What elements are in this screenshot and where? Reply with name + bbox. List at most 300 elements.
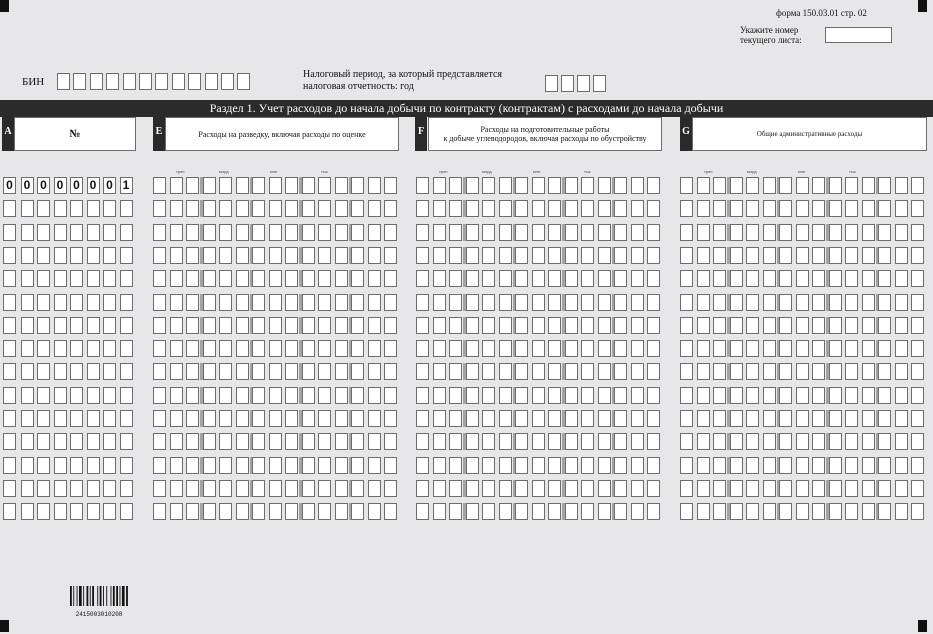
- amount-digit-box-f[interactable]: [515, 363, 528, 380]
- amount-digit-box-f[interactable]: [647, 433, 660, 450]
- amount-digit-box-e[interactable]: [302, 340, 315, 357]
- amount-digit-box-f[interactable]: [548, 457, 561, 474]
- amount-digit-box-e[interactable]: [203, 363, 216, 380]
- row-number-digit-box[interactable]: [54, 480, 67, 497]
- amount-digit-box-e[interactable]: [219, 480, 232, 497]
- amount-digit-box-e[interactable]: [236, 387, 249, 404]
- amount-digit-box-g[interactable]: [779, 363, 792, 380]
- amount-digit-box-g[interactable]: [845, 247, 858, 264]
- amount-digit-box-g[interactable]: [862, 340, 875, 357]
- row-number-digit-box[interactable]: [103, 247, 116, 264]
- amount-digit-box-g[interactable]: [845, 270, 858, 287]
- amount-digit-box-e[interactable]: [252, 457, 265, 474]
- amount-digit-box-f[interactable]: [499, 294, 512, 311]
- amount-digit-box-g[interactable]: [878, 480, 891, 497]
- amount-digit-box-g[interactable]: [746, 363, 759, 380]
- amount-digit-box-g[interactable]: [796, 177, 809, 194]
- amount-digit-box-f[interactable]: [598, 224, 611, 241]
- amount-digit-box-e[interactable]: [318, 503, 331, 520]
- amount-digit-box-e[interactable]: [236, 177, 249, 194]
- amount-digit-box-g[interactable]: [812, 247, 825, 264]
- tax-year-digit-box[interactable]: [561, 75, 574, 92]
- amount-digit-box-g[interactable]: [680, 480, 693, 497]
- amount-digit-box-f[interactable]: [482, 387, 495, 404]
- amount-digit-box-g[interactable]: [779, 177, 792, 194]
- amount-digit-box-g[interactable]: [812, 270, 825, 287]
- amount-digit-box-g[interactable]: [911, 457, 924, 474]
- amount-digit-box-g[interactable]: [730, 247, 743, 264]
- amount-digit-box-g[interactable]: [697, 503, 710, 520]
- amount-digit-box-f[interactable]: [482, 317, 495, 334]
- amount-digit-box-f[interactable]: [416, 200, 429, 217]
- amount-digit-box-f[interactable]: [433, 363, 446, 380]
- amount-digit-box-f[interactable]: [449, 433, 462, 450]
- amount-digit-box-e[interactable]: [236, 224, 249, 241]
- amount-digit-box-g[interactable]: [829, 503, 842, 520]
- amount-digit-box-f[interactable]: [565, 480, 578, 497]
- amount-digit-box-e[interactable]: [335, 503, 348, 520]
- amount-digit-box-g[interactable]: [697, 224, 710, 241]
- amount-digit-box-e[interactable]: [203, 200, 216, 217]
- amount-digit-box-g[interactable]: [730, 224, 743, 241]
- bin-digit-box[interactable]: [221, 73, 234, 90]
- amount-digit-box-f[interactable]: [581, 177, 594, 194]
- amount-digit-box-g[interactable]: [878, 387, 891, 404]
- row-number-digit-box[interactable]: [120, 270, 133, 287]
- amount-digit-box-e[interactable]: [153, 294, 166, 311]
- amount-digit-box-g[interactable]: [862, 270, 875, 287]
- row-number-digit-box[interactable]: [103, 503, 116, 520]
- amount-digit-box-f[interactable]: [581, 457, 594, 474]
- amount-digit-box-g[interactable]: [763, 247, 776, 264]
- amount-digit-box-g[interactable]: [911, 363, 924, 380]
- amount-digit-box-e[interactable]: [269, 200, 282, 217]
- tax-year-digit-box[interactable]: [545, 75, 558, 92]
- amount-digit-box-e[interactable]: [236, 433, 249, 450]
- amount-digit-box-f[interactable]: [416, 270, 429, 287]
- row-number-digit-box[interactable]: [70, 457, 83, 474]
- amount-digit-box-e[interactable]: [351, 340, 364, 357]
- bin-digit-box[interactable]: [237, 73, 250, 90]
- amount-digit-box-f[interactable]: [482, 480, 495, 497]
- amount-digit-box-g[interactable]: [845, 457, 858, 474]
- amount-digit-box-g[interactable]: [779, 503, 792, 520]
- amount-digit-box-f[interactable]: [449, 270, 462, 287]
- row-number-digit-box[interactable]: [87, 457, 100, 474]
- amount-digit-box-g[interactable]: [779, 200, 792, 217]
- amount-digit-box-e[interactable]: [351, 177, 364, 194]
- amount-digit-box-f[interactable]: [581, 480, 594, 497]
- amount-digit-box-f[interactable]: [581, 503, 594, 520]
- row-number-digit-box[interactable]: [21, 433, 34, 450]
- amount-digit-box-e[interactable]: [351, 363, 364, 380]
- amount-digit-box-f[interactable]: [466, 457, 479, 474]
- amount-digit-box-e[interactable]: [153, 247, 166, 264]
- amount-digit-box-f[interactable]: [515, 294, 528, 311]
- amount-digit-box-f[interactable]: [416, 457, 429, 474]
- row-number-digit-box[interactable]: [3, 224, 16, 241]
- amount-digit-box-g[interactable]: [895, 433, 908, 450]
- amount-digit-box-f[interactable]: [565, 340, 578, 357]
- amount-digit-box-g[interactable]: [713, 177, 726, 194]
- amount-digit-box-f[interactable]: [631, 503, 644, 520]
- amount-digit-box-g[interactable]: [829, 270, 842, 287]
- amount-digit-box-g[interactable]: [796, 317, 809, 334]
- amount-digit-box-g[interactable]: [763, 224, 776, 241]
- amount-digit-box-e[interactable]: [384, 387, 397, 404]
- amount-digit-box-g[interactable]: [878, 224, 891, 241]
- amount-digit-box-e[interactable]: [219, 340, 232, 357]
- amount-digit-box-f[interactable]: [631, 294, 644, 311]
- amount-digit-box-e[interactable]: [252, 363, 265, 380]
- amount-digit-box-f[interactable]: [466, 177, 479, 194]
- amount-digit-box-e[interactable]: [170, 363, 183, 380]
- amount-digit-box-g[interactable]: [697, 480, 710, 497]
- row-number-digit-box[interactable]: [103, 387, 116, 404]
- amount-digit-box-f[interactable]: [581, 247, 594, 264]
- amount-digit-box-f[interactable]: [466, 503, 479, 520]
- row-number-digit-box[interactable]: [21, 224, 34, 241]
- amount-digit-box-e[interactable]: [384, 200, 397, 217]
- amount-digit-box-f[interactable]: [614, 247, 627, 264]
- amount-digit-box-e[interactable]: [368, 480, 381, 497]
- amount-digit-box-e[interactable]: [219, 503, 232, 520]
- amount-digit-box-g[interactable]: [911, 410, 924, 427]
- amount-digit-box-g[interactable]: [895, 503, 908, 520]
- bin-digit-box[interactable]: [139, 73, 152, 90]
- amount-digit-box-e[interactable]: [368, 340, 381, 357]
- bin-digit-box[interactable]: [57, 73, 70, 90]
- row-number-digit-box[interactable]: [87, 480, 100, 497]
- amount-digit-box-f[interactable]: [515, 317, 528, 334]
- amount-digit-box-e[interactable]: [351, 410, 364, 427]
- row-number-digit-box[interactable]: [3, 503, 16, 520]
- amount-digit-box-g[interactable]: [697, 457, 710, 474]
- amount-digit-box-g[interactable]: [697, 387, 710, 404]
- amount-digit-box-f[interactable]: [449, 317, 462, 334]
- amount-digit-box-f[interactable]: [499, 363, 512, 380]
- amount-digit-box-f[interactable]: [449, 480, 462, 497]
- amount-digit-box-g[interactable]: [680, 177, 693, 194]
- amount-digit-box-g[interactable]: [878, 294, 891, 311]
- amount-digit-box-e[interactable]: [302, 270, 315, 287]
- amount-digit-box-g[interactable]: [895, 317, 908, 334]
- row-number-digit-box[interactable]: [103, 200, 116, 217]
- amount-digit-box-g[interactable]: [829, 457, 842, 474]
- amount-digit-box-g[interactable]: [779, 433, 792, 450]
- amount-digit-box-e[interactable]: [153, 270, 166, 287]
- amount-digit-box-f[interactable]: [548, 363, 561, 380]
- row-number-digit-box[interactable]: [120, 387, 133, 404]
- amount-digit-box-g[interactable]: [845, 317, 858, 334]
- amount-digit-box-f[interactable]: [499, 433, 512, 450]
- amount-digit-box-g[interactable]: [746, 200, 759, 217]
- amount-digit-box-f[interactable]: [581, 294, 594, 311]
- amount-digit-box-e[interactable]: [351, 457, 364, 474]
- amount-digit-box-g[interactable]: [845, 363, 858, 380]
- amount-digit-box-e[interactable]: [219, 387, 232, 404]
- amount-digit-box-e[interactable]: [186, 457, 199, 474]
- amount-digit-box-f[interactable]: [614, 177, 627, 194]
- amount-digit-box-f[interactable]: [614, 270, 627, 287]
- amount-digit-box-e[interactable]: [269, 387, 282, 404]
- row-number-digit-box[interactable]: [103, 340, 116, 357]
- amount-digit-box-e[interactable]: [335, 340, 348, 357]
- amount-digit-box-e[interactable]: [269, 177, 282, 194]
- amount-digit-box-f[interactable]: [565, 247, 578, 264]
- amount-digit-box-f[interactable]: [565, 433, 578, 450]
- amount-digit-box-f[interactable]: [581, 433, 594, 450]
- amount-digit-box-g[interactable]: [680, 294, 693, 311]
- amount-digit-box-g[interactable]: [812, 410, 825, 427]
- amount-digit-box-f[interactable]: [581, 410, 594, 427]
- amount-digit-box-e[interactable]: [170, 294, 183, 311]
- amount-digit-box-g[interactable]: [746, 457, 759, 474]
- amount-digit-box-g[interactable]: [697, 340, 710, 357]
- row-number-digit-box[interactable]: [87, 503, 100, 520]
- amount-digit-box-e[interactable]: [252, 503, 265, 520]
- amount-digit-box-e[interactable]: [186, 480, 199, 497]
- amount-digit-box-f[interactable]: [631, 177, 644, 194]
- row-number-digit-box[interactable]: [103, 294, 116, 311]
- amount-digit-box-e[interactable]: [335, 480, 348, 497]
- amount-digit-box-g[interactable]: [796, 224, 809, 241]
- amount-digit-box-g[interactable]: [730, 410, 743, 427]
- amount-digit-box-g[interactable]: [746, 224, 759, 241]
- row-number-digit-box[interactable]: [103, 433, 116, 450]
- amount-digit-box-g[interactable]: [878, 433, 891, 450]
- amount-digit-box-f[interactable]: [565, 503, 578, 520]
- amount-digit-box-g[interactable]: [779, 457, 792, 474]
- amount-digit-box-f[interactable]: [532, 247, 545, 264]
- amount-digit-box-f[interactable]: [515, 410, 528, 427]
- amount-digit-box-e[interactable]: [384, 363, 397, 380]
- amount-digit-box-e[interactable]: [384, 270, 397, 287]
- amount-digit-box-f[interactable]: [466, 433, 479, 450]
- amount-digit-box-f[interactable]: [482, 457, 495, 474]
- amount-digit-box-e[interactable]: [219, 200, 232, 217]
- amount-digit-box-e[interactable]: [285, 247, 298, 264]
- amount-digit-box-e[interactable]: [335, 177, 348, 194]
- amount-digit-box-e[interactable]: [318, 177, 331, 194]
- amount-digit-box-f[interactable]: [598, 200, 611, 217]
- amount-digit-box-g[interactable]: [746, 294, 759, 311]
- amount-digit-box-e[interactable]: [285, 387, 298, 404]
- amount-digit-box-f[interactable]: [515, 270, 528, 287]
- row-number-digit-box[interactable]: [120, 200, 133, 217]
- amount-digit-box-e[interactable]: [170, 270, 183, 287]
- amount-digit-box-g[interactable]: [746, 480, 759, 497]
- amount-digit-box-f[interactable]: [433, 433, 446, 450]
- amount-digit-box-f[interactable]: [548, 224, 561, 241]
- amount-digit-box-e[interactable]: [203, 177, 216, 194]
- amount-digit-box-e[interactable]: [203, 247, 216, 264]
- amount-digit-box-e[interactable]: [203, 503, 216, 520]
- amount-digit-box-g[interactable]: [796, 247, 809, 264]
- amount-digit-box-e[interactable]: [153, 480, 166, 497]
- amount-digit-box-e[interactable]: [269, 247, 282, 264]
- amount-digit-box-g[interactable]: [713, 294, 726, 311]
- amount-digit-box-f[interactable]: [482, 340, 495, 357]
- row-number-digit-box[interactable]: [21, 363, 34, 380]
- amount-digit-box-g[interactable]: [713, 503, 726, 520]
- amount-digit-box-f[interactable]: [532, 410, 545, 427]
- amount-digit-box-e[interactable]: [269, 363, 282, 380]
- amount-digit-box-f[interactable]: [647, 387, 660, 404]
- amount-digit-box-g[interactable]: [730, 387, 743, 404]
- amount-digit-box-g[interactable]: [713, 433, 726, 450]
- amount-digit-box-f[interactable]: [482, 200, 495, 217]
- amount-digit-box-f[interactable]: [499, 224, 512, 241]
- amount-digit-box-e[interactable]: [203, 387, 216, 404]
- amount-digit-box-f[interactable]: [466, 387, 479, 404]
- amount-digit-box-f[interactable]: [532, 200, 545, 217]
- amount-digit-box-g[interactable]: [746, 433, 759, 450]
- amount-digit-box-g[interactable]: [746, 177, 759, 194]
- amount-digit-box-f[interactable]: [532, 363, 545, 380]
- amount-digit-box-e[interactable]: [236, 294, 249, 311]
- row-number-digit-box[interactable]: [70, 503, 83, 520]
- row-number-digit-box[interactable]: [54, 200, 67, 217]
- amount-digit-box-f[interactable]: [598, 247, 611, 264]
- amount-digit-box-e[interactable]: [269, 294, 282, 311]
- amount-digit-box-g[interactable]: [680, 410, 693, 427]
- amount-digit-box-e[interactable]: [252, 387, 265, 404]
- amount-digit-box-e[interactable]: [302, 177, 315, 194]
- amount-digit-box-e[interactable]: [335, 247, 348, 264]
- amount-digit-box-g[interactable]: [812, 480, 825, 497]
- bin-digit-box[interactable]: [90, 73, 103, 90]
- row-number-digit-box[interactable]: [37, 317, 50, 334]
- row-number-digit-box[interactable]: [3, 294, 16, 311]
- amount-digit-box-e[interactable]: [318, 387, 331, 404]
- amount-digit-box-e[interactable]: [318, 224, 331, 241]
- amount-digit-box-f[interactable]: [548, 410, 561, 427]
- amount-digit-box-e[interactable]: [285, 433, 298, 450]
- amount-digit-box-f[interactable]: [515, 433, 528, 450]
- amount-digit-box-e[interactable]: [186, 363, 199, 380]
- amount-digit-box-e[interactable]: [269, 503, 282, 520]
- amount-digit-box-g[interactable]: [730, 457, 743, 474]
- amount-digit-box-f[interactable]: [631, 270, 644, 287]
- row-number-digit-box[interactable]: [37, 457, 50, 474]
- amount-digit-box-e[interactable]: [219, 294, 232, 311]
- row-number-digit-box[interactable]: [37, 270, 50, 287]
- amount-digit-box-f[interactable]: [416, 224, 429, 241]
- amount-digit-box-e[interactable]: [219, 224, 232, 241]
- amount-digit-box-e[interactable]: [170, 340, 183, 357]
- amount-digit-box-e[interactable]: [170, 317, 183, 334]
- amount-digit-box-g[interactable]: [779, 340, 792, 357]
- amount-digit-box-f[interactable]: [532, 177, 545, 194]
- amount-digit-box-g[interactable]: [878, 503, 891, 520]
- amount-digit-box-g[interactable]: [796, 387, 809, 404]
- row-number-digit-box[interactable]: [21, 410, 34, 427]
- amount-digit-box-g[interactable]: [829, 247, 842, 264]
- amount-digit-box-e[interactable]: [219, 457, 232, 474]
- amount-digit-box-e[interactable]: [285, 340, 298, 357]
- amount-digit-box-f[interactable]: [548, 387, 561, 404]
- amount-digit-box-e[interactable]: [285, 294, 298, 311]
- amount-digit-box-f[interactable]: [614, 317, 627, 334]
- amount-digit-box-e[interactable]: [368, 177, 381, 194]
- amount-digit-box-g[interactable]: [911, 433, 924, 450]
- amount-digit-box-f[interactable]: [548, 433, 561, 450]
- amount-digit-box-g[interactable]: [829, 433, 842, 450]
- row-number-digit-box[interactable]: [37, 247, 50, 264]
- amount-digit-box-e[interactable]: [285, 224, 298, 241]
- amount-digit-box-g[interactable]: [911, 177, 924, 194]
- amount-digit-box-g[interactable]: [796, 410, 809, 427]
- amount-digit-box-e[interactable]: [368, 317, 381, 334]
- amount-digit-box-g[interactable]: [746, 340, 759, 357]
- row-number-digit-box[interactable]: [3, 363, 16, 380]
- amount-digit-box-e[interactable]: [368, 363, 381, 380]
- amount-digit-box-g[interactable]: [796, 340, 809, 357]
- amount-digit-box-f[interactable]: [532, 433, 545, 450]
- row-number-digit-box[interactable]: [120, 363, 133, 380]
- amount-digit-box-f[interactable]: [581, 363, 594, 380]
- row-number-digit-box[interactable]: [87, 294, 100, 311]
- amount-digit-box-g[interactable]: [697, 270, 710, 287]
- row-number-digit-box[interactable]: [21, 340, 34, 357]
- amount-digit-box-e[interactable]: [186, 270, 199, 287]
- row-number-digit-box[interactable]: [21, 457, 34, 474]
- amount-digit-box-g[interactable]: [680, 270, 693, 287]
- amount-digit-box-e[interactable]: [153, 363, 166, 380]
- row-number-digit-box[interactable]: [120, 294, 133, 311]
- amount-digit-box-f[interactable]: [449, 340, 462, 357]
- amount-digit-box-g[interactable]: [878, 177, 891, 194]
- amount-digit-box-e[interactable]: [302, 224, 315, 241]
- amount-digit-box-f[interactable]: [614, 363, 627, 380]
- amount-digit-box-g[interactable]: [680, 387, 693, 404]
- row-number-digit-box[interactable]: [103, 457, 116, 474]
- amount-digit-box-g[interactable]: [746, 387, 759, 404]
- amount-digit-box-g[interactable]: [713, 457, 726, 474]
- amount-digit-box-e[interactable]: [252, 433, 265, 450]
- row-number-digit-box[interactable]: [120, 317, 133, 334]
- amount-digit-box-e[interactable]: [186, 317, 199, 334]
- amount-digit-box-f[interactable]: [515, 200, 528, 217]
- amount-digit-box-f[interactable]: [565, 294, 578, 311]
- amount-digit-box-e[interactable]: [318, 363, 331, 380]
- row-number-digit-box[interactable]: [87, 340, 100, 357]
- amount-digit-box-f[interactable]: [482, 410, 495, 427]
- row-number-digit-box[interactable]: [37, 200, 50, 217]
- amount-digit-box-f[interactable]: [433, 457, 446, 474]
- amount-digit-box-e[interactable]: [318, 270, 331, 287]
- amount-digit-box-g[interactable]: [862, 387, 875, 404]
- amount-digit-box-g[interactable]: [878, 340, 891, 357]
- row-number-digit-box[interactable]: [37, 340, 50, 357]
- amount-digit-box-f[interactable]: [631, 224, 644, 241]
- row-number-digit-box[interactable]: [3, 340, 16, 357]
- amount-digit-box-e[interactable]: [153, 503, 166, 520]
- amount-digit-box-g[interactable]: [812, 387, 825, 404]
- amount-digit-box-g[interactable]: [895, 363, 908, 380]
- amount-digit-box-f[interactable]: [433, 177, 446, 194]
- amount-digit-box-f[interactable]: [598, 433, 611, 450]
- amount-digit-box-f[interactable]: [614, 200, 627, 217]
- amount-digit-box-g[interactable]: [895, 247, 908, 264]
- amount-digit-box-g[interactable]: [796, 457, 809, 474]
- amount-digit-box-f[interactable]: [532, 457, 545, 474]
- amount-digit-box-e[interactable]: [285, 457, 298, 474]
- amount-digit-box-g[interactable]: [862, 200, 875, 217]
- amount-digit-box-g[interactable]: [895, 457, 908, 474]
- amount-digit-box-f[interactable]: [416, 363, 429, 380]
